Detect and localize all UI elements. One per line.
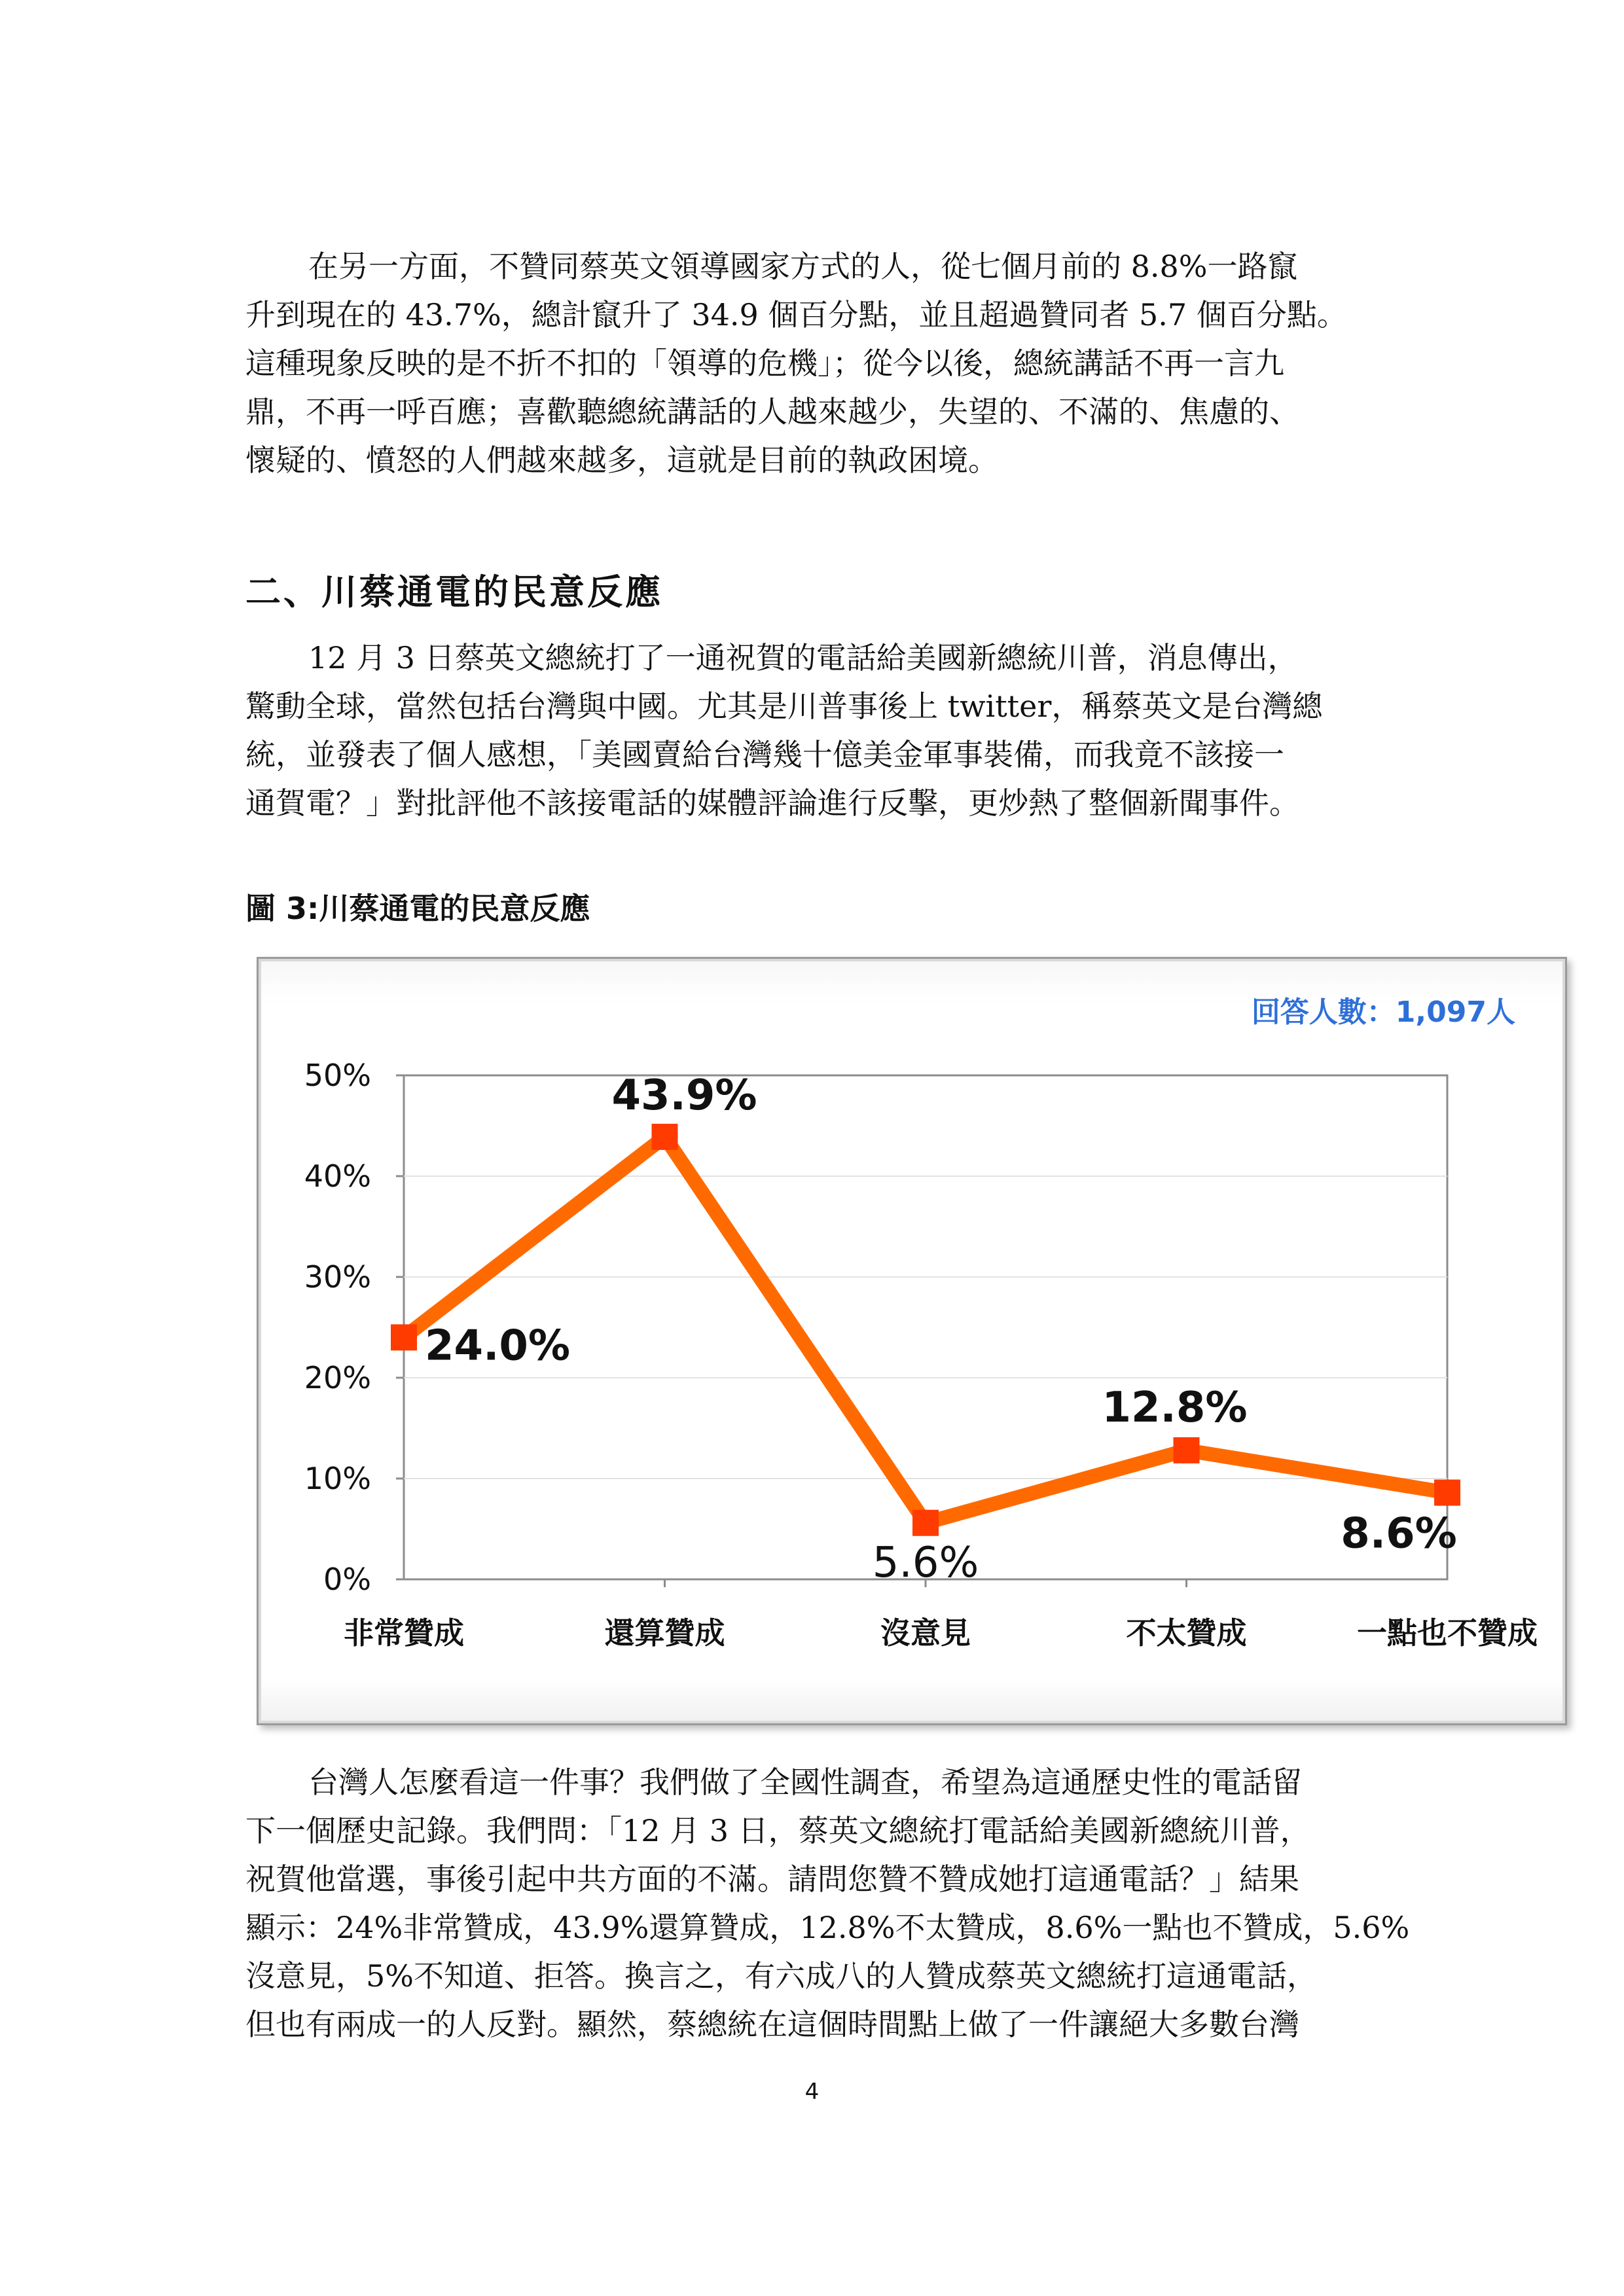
text-line: 這種現象反映的是不折不扣的「領導的危機」；從今以後，總統講話不再一言九 <box>245 346 1284 381</box>
y-tick-label: 20% <box>304 1360 371 1395</box>
text-line: 顯示：24%非常贊成，43.9%還算贊成，12.8%不太贊成，8.6%一點也不贊成，5.6% <box>245 1910 1410 1945</box>
text-line: 懷疑的、憤怒的人們越來越多，這就是目前的執政困境。 <box>245 442 998 478</box>
paragraph-phone-call <box>245 634 1378 827</box>
text-line: 但也有兩成一的人反對。顯然，蔡總統在這個時間點上做了一件讓絕大多數台灣 <box>245 2007 1299 2042</box>
x-tick-label: 一點也不贊成 <box>1357 1615 1538 1651</box>
y-tick-label: 0% <box>323 1562 371 1597</box>
paragraph-leadership-crisis <box>245 242 1378 484</box>
respondent-count-annotation: 回答人數：1,097人 <box>1251 996 1515 1029</box>
text-line: 鼎，不再一呼百應；喜歡聽總統講話的人越來越少，失望的、不滿的、焦慮的、 <box>245 394 1299 429</box>
y-tick-label: 50% <box>304 1058 371 1093</box>
chart-frame <box>257 957 1567 1725</box>
data-point <box>652 1124 678 1150</box>
y-tick-label: 40% <box>304 1158 371 1194</box>
x-tick-label: 沒意見 <box>880 1615 971 1651</box>
data-label: 24.0% <box>425 1321 571 1371</box>
paragraph-survey-results <box>245 1758 1410 2049</box>
x-tick-label: 還算贊成 <box>604 1615 725 1651</box>
text-line: 12 月 3 日蔡英文總統打了一通祝賀的電話給美國新總統川普，消息傳出， <box>308 640 1298 675</box>
section-heading: 二、川蔡通電的民意反應 <box>245 571 663 613</box>
page-number: 4 <box>804 2079 820 2105</box>
data-label: 5.6% <box>872 1538 979 1587</box>
data-point <box>1174 1437 1200 1463</box>
data-label: 43.9% <box>611 1071 757 1120</box>
text-line: 驚動全球，當然包括台灣與中國。尤其是川普事後上 twitter，稱蔡英文是台灣總 <box>245 689 1323 724</box>
x-tick-label: 非常贊成 <box>344 1615 464 1651</box>
data-point <box>912 1510 939 1536</box>
text-line: 沒意見，5%不知道、拒答。換言之，有六成八的人贊成蔡英文總統打這通電話， <box>245 1958 1317 1994</box>
data-point <box>391 1324 417 1350</box>
line-chart <box>259 959 1565 1723</box>
text-line: 升到現在的 43.7%，總計竄升了 34.9 個百分點，並且超過贊同者 5.7 個百分點。 <box>245 297 1347 332</box>
y-tick-label: 30% <box>304 1259 371 1295</box>
text-line: 台灣人怎麼看這一件事？我們做了全國性調查，希望為這通歷史性的電話留 <box>308 1765 1302 1800</box>
text-line: 下一個歷史記錄。我們問：「12 月 3 日，蔡英文總統打電話給美國新總統川普， <box>245 1813 1310 1848</box>
text-line: 在另一方面，不贊同蔡英文領導國家方式的人，從七個月前的 8.8%一路竄 <box>308 249 1298 284</box>
data-label: 12.8% <box>1102 1383 1248 1432</box>
text-line: 祝賀他當選，事後引起中共方面的不滿。請問您贊不贊成她打這通電話？」結果 <box>245 1861 1299 1897</box>
text-line: 統，並發表了個人感想，「美國賣給台灣幾十億美金軍事裝備，而我竟不該接一 <box>245 737 1284 772</box>
x-tick-label: 不太贊成 <box>1126 1615 1247 1651</box>
y-tick-label: 10% <box>304 1461 371 1496</box>
figure-caption: 圖 3:川蔡通電的民意反應 <box>245 891 590 926</box>
data-label: 8.6% <box>1341 1509 1457 1558</box>
data-point <box>1434 1480 1460 1506</box>
text-line: 通賀電？」對批評他不該接電話的媒體評論進行反擊，更炒熱了整個新聞事件。 <box>245 785 1299 821</box>
